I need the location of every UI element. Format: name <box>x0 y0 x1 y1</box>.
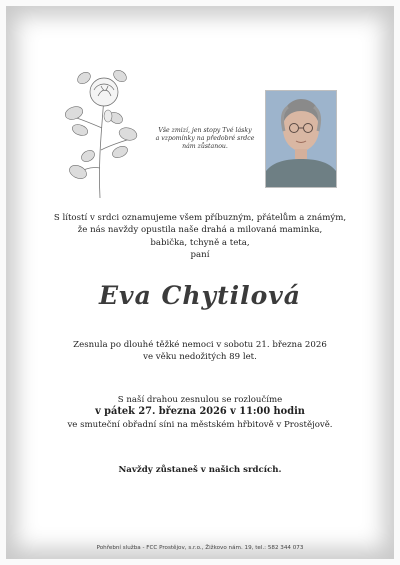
farewell-place: ve smuteční obřadní síni na městském hřbitově v Prostějově. <box>67 419 333 430</box>
poem-line: Vše zmizí, jen stopy Tvé lásky <box>158 127 252 134</box>
farewell-intro: S naší drahou zesnulou se rozloučíme <box>117 395 283 405</box>
announcement-line: že nás navždy opustila naše drahá a milovaná maminka, <box>77 225 323 236</box>
farewell-datetime: v pátek 27. března 2026 v 11:00 hodin <box>95 406 305 418</box>
death-notice-line: ve věku nedožitých 89 let. <box>143 352 257 363</box>
closing-line: Navždy zůstaneš v našich srdcích. <box>118 465 282 475</box>
farewell-notice <box>30 394 370 431</box>
announcement-line: babička, tchyně a teta, <box>150 237 250 248</box>
announcement-line: S lítostí v srdci oznamujeme všem příbuzným, přátelům a známým, <box>53 213 347 223</box>
portrait-photo-icon <box>266 91 336 187</box>
rose-illustration-icon <box>58 58 150 208</box>
memorial-poem <box>150 127 260 152</box>
death-notice-line: Zesnula po dlouhé těžké nemoci v sobotu 21. března 2026 <box>73 340 327 350</box>
announcement-line: paní <box>190 250 210 261</box>
announcement-text <box>40 212 360 262</box>
deceased-name: Eva Chytilová <box>98 281 302 310</box>
poem-line: nám zůstanou. <box>182 143 228 151</box>
death-notice <box>40 339 360 364</box>
poem-line: a vzpomínky na předobré srdce <box>155 135 255 143</box>
footer-funeral-service: Pohřební služba - FCC Prostějov, s.r.o., Žižkovo nám. 19, tel.: 582 344 073 <box>96 545 304 551</box>
portrait-photo <box>265 90 337 188</box>
